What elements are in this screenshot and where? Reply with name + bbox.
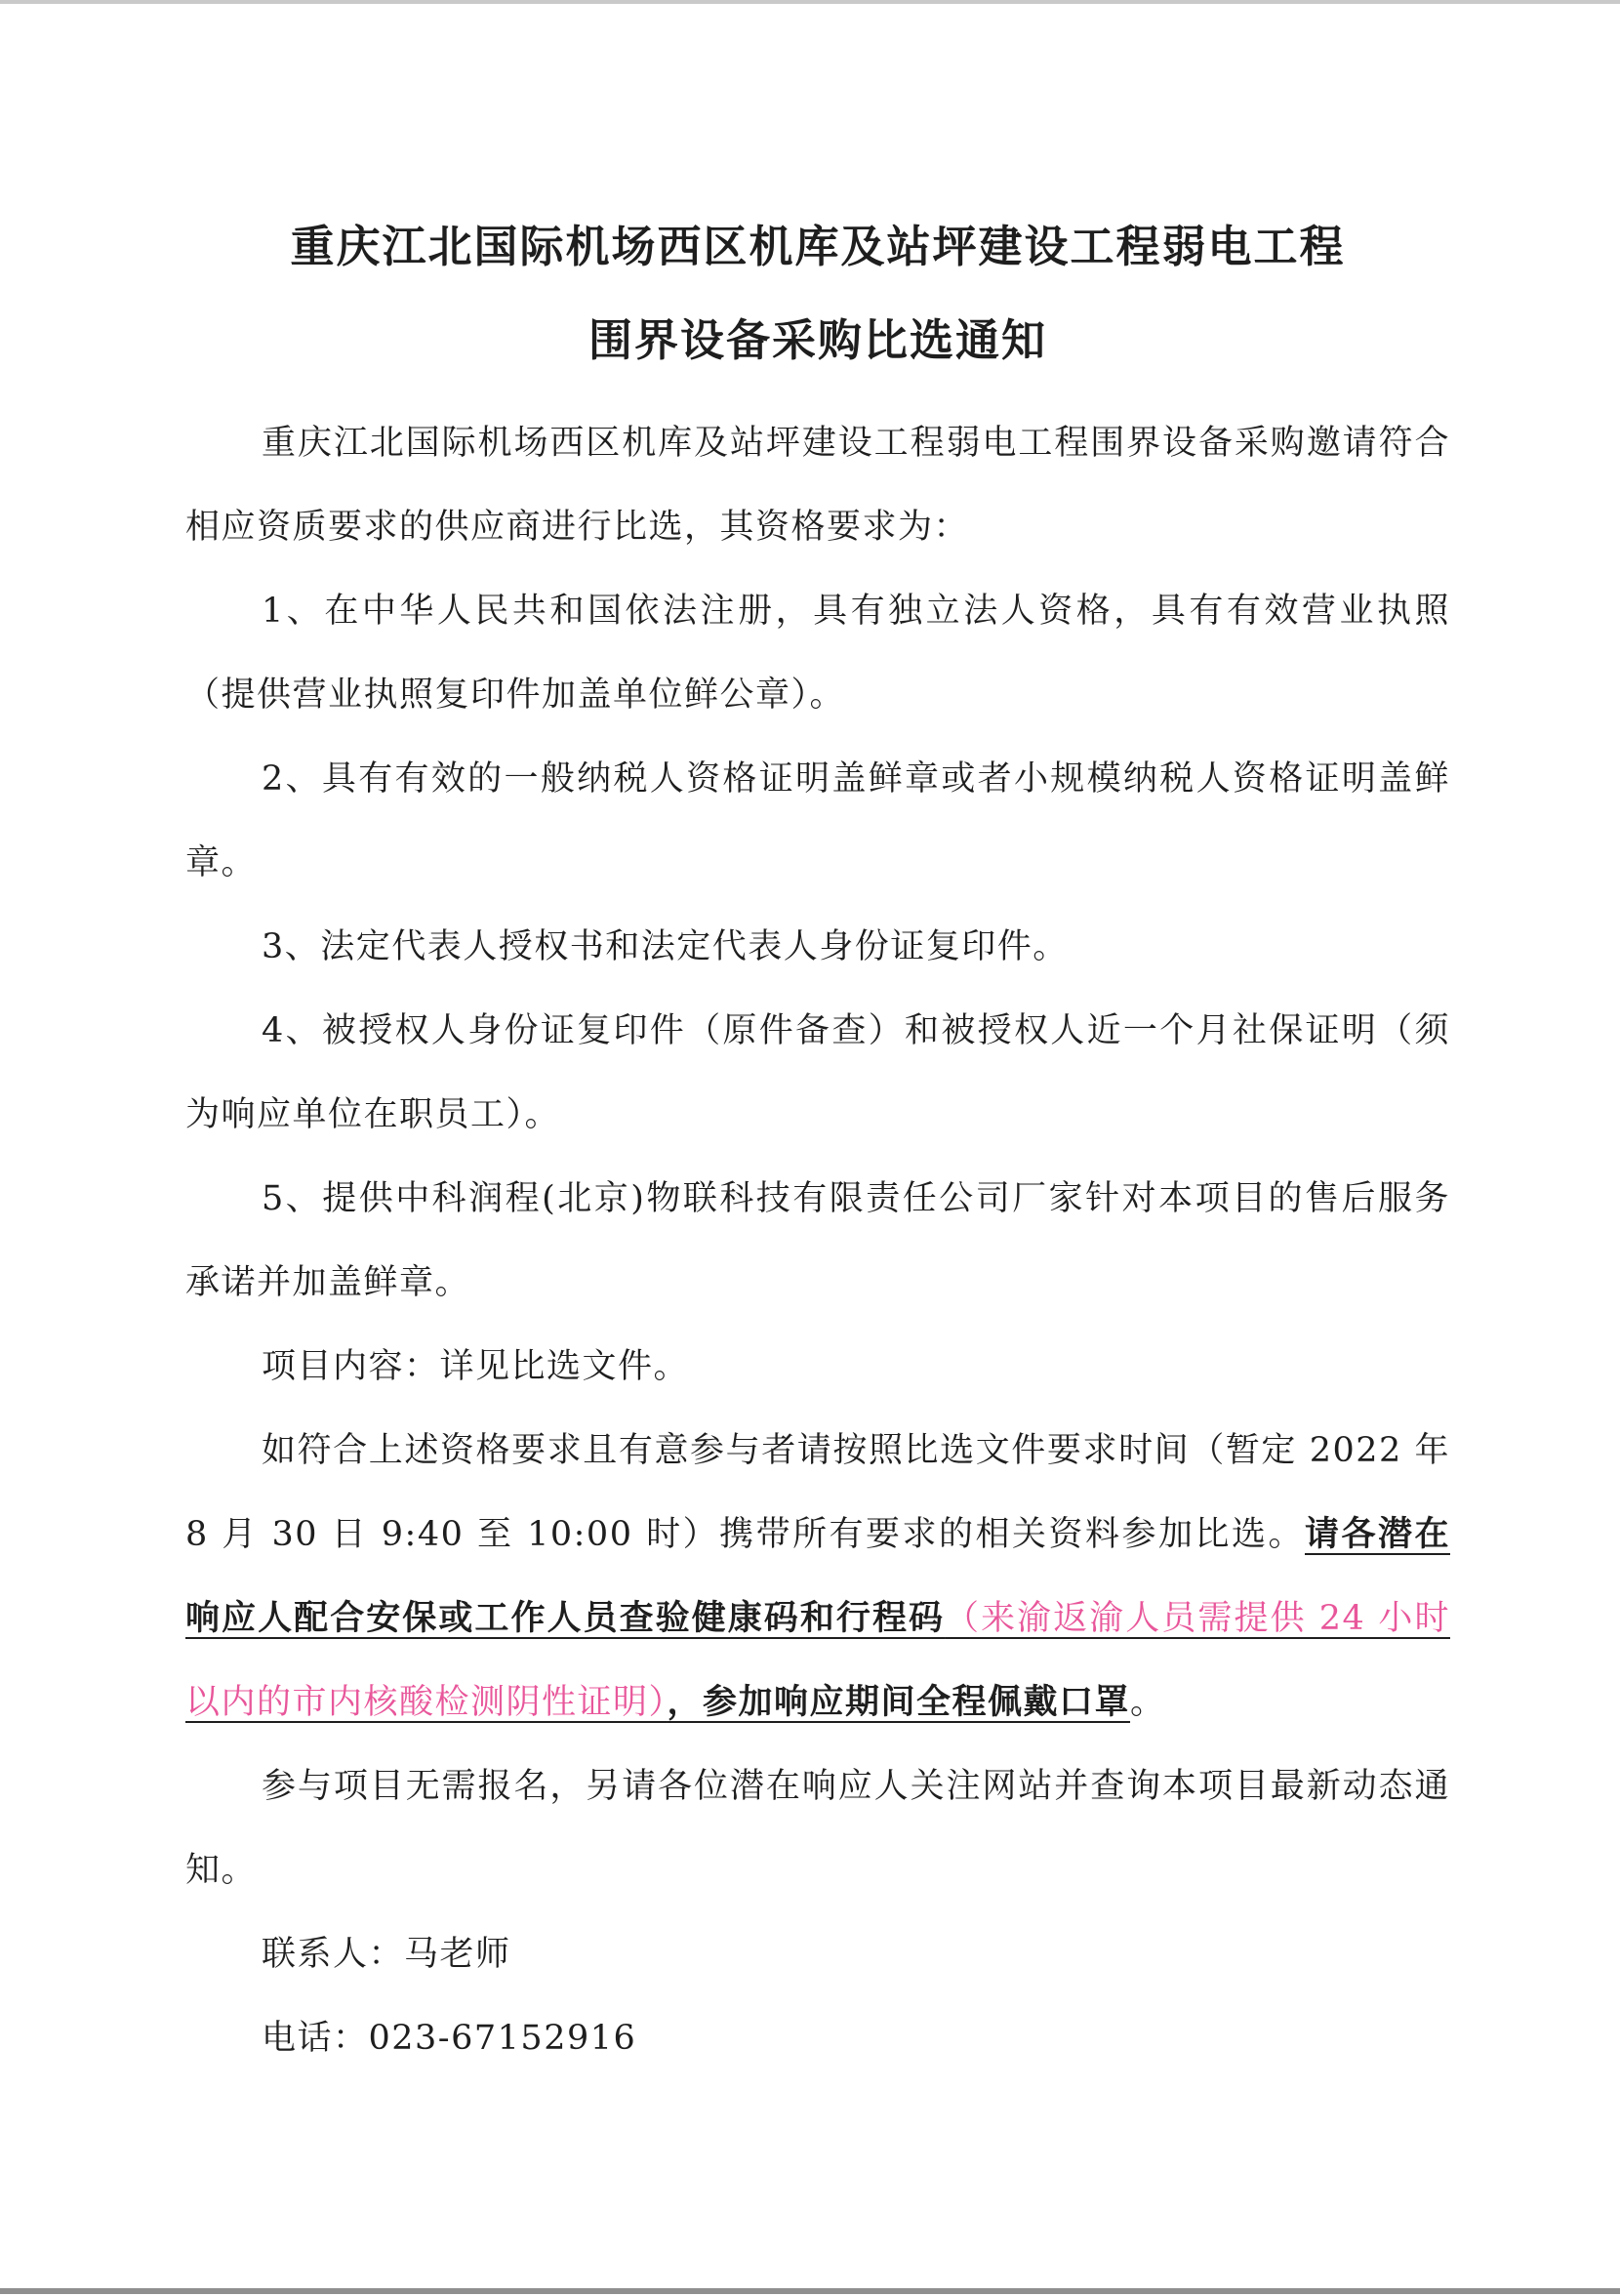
requirement-2: 2、具有有效的一般纳税人资格证明盖鲜章或者小规模纳税人资格证明盖鲜章。 bbox=[185, 759, 1450, 882]
requirement-3: 3、法定代表人授权书和法定代表人身份证复印件。 bbox=[262, 927, 1069, 966]
title-line-2: 围界设备采购比选通知 bbox=[587, 314, 1047, 366]
schedule-bold-part-1: 请各潜在响应人配合安保或工作人员查验健康码和行程码 bbox=[185, 1514, 1450, 1638]
contact-person: 联系人：马老师 bbox=[262, 1935, 511, 1974]
intro-paragraph: 重庆江北国际机场西区机库及站坪建设工程弱电工程围界设备采购邀请符合相应资质要求的供应商进行比选，其资格要求为： bbox=[185, 424, 1450, 547]
schedule-paragraph bbox=[185, 1409, 1450, 1744]
schedule-bold-part-2: ，参加响应期间全程佩戴口罩 bbox=[667, 1682, 1131, 1722]
schedule-pink-note: （来渝返渝人员需提供 24 小时以内的市内核酸检测阴性证明） bbox=[185, 1599, 1450, 1722]
scan-edge-bottom bbox=[0, 2288, 1620, 2294]
document-page bbox=[185, 200, 1450, 2080]
project-content: 项目内容：详见比选文件。 bbox=[262, 1347, 690, 1386]
title-line-1: 重庆江北国际机场西区机库及站坪建设工程弱电工程 bbox=[290, 221, 1346, 272]
contact-phone: 电话：023-67152916 bbox=[262, 2019, 637, 2058]
schedule-text: 如符合上述资格要求且有意参与者请按照比选文件要求时间（暂定 2022 年 8 月 30 日 9:40 至 10:00 时）携带所有要求的相关资料参加比选。 bbox=[185, 1431, 1450, 1554]
notice-paragraph: 参与项目无需报名，另请各位潜在响应人关注网站并查询本项目最新动态通知。 bbox=[185, 1767, 1450, 1890]
schedule-end: 。 bbox=[1130, 1683, 1166, 1722]
requirement-4: 4、被授权人身份证复印件（原件备查）和被授权人近一个月社保证明（须为响应单位在职员工）。 bbox=[185, 1011, 1450, 1134]
requirement-1: 1、在中华人民共和国依法注册，具有独立法人资格，具有有效营业执照（提供营业执照复印件加盖单位鲜公章）。 bbox=[185, 592, 1450, 715]
document-title bbox=[185, 200, 1450, 388]
scan-edge-top bbox=[0, 0, 1620, 4]
requirement-5: 5、提供中科润程(北京)物联科技有限责任公司厂家针对本项目的售后服务承诺并加盖鲜章。 bbox=[185, 1179, 1450, 1302]
